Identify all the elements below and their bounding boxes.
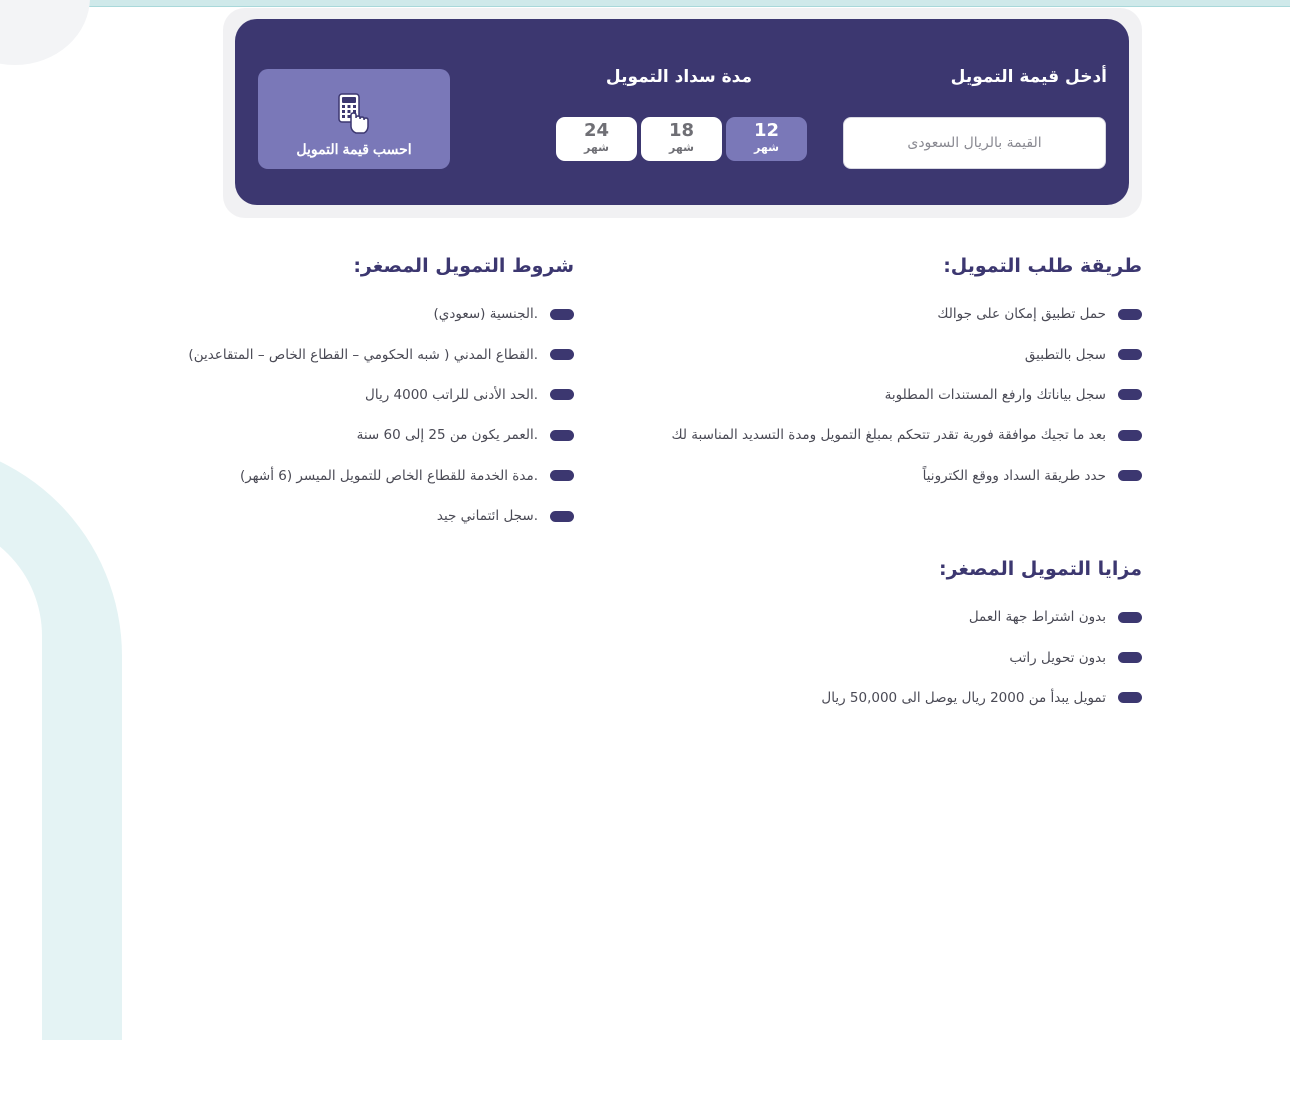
duration-unit: شهر: [669, 141, 694, 154]
features-title: مزايا التمويل المصغر:: [939, 558, 1142, 580]
duration-unit: شهر: [754, 141, 779, 154]
list-item-text: بدون تحويل راتب: [1009, 649, 1106, 666]
duration-option-18[interactable]: [641, 117, 722, 161]
bullet-pill-icon: [550, 511, 574, 522]
duration-option-24[interactable]: [556, 117, 637, 161]
bullet-pill-icon: [1118, 389, 1142, 400]
amount-label: أدخل قيمة التمويل: [950, 67, 1107, 87]
list-item-text: .القطاع المدني ( شبه الحكومي – القطاع الخاص – المتقاعدين): [188, 346, 538, 363]
list-item-text: تمويل يبدأ من 2000 ريال يوصل الى 50,000 ريال: [821, 689, 1106, 706]
terms-list: [188, 294, 574, 536]
list-item: [672, 456, 1143, 496]
bullet-pill-icon: [1118, 692, 1142, 703]
request-method-list: [672, 294, 1143, 496]
terms-title: شروط التمويل المصغر:: [353, 255, 574, 277]
bullet-pill-icon: [1118, 612, 1142, 623]
list-item-text: سجل بياناتك وارفع المستندات المطلوبة: [884, 386, 1106, 403]
request-method-section: [672, 254, 1143, 496]
list-item: [672, 334, 1143, 374]
list-item: [188, 375, 574, 415]
duration-value: 24: [583, 120, 610, 141]
list-item: [188, 496, 574, 536]
bullet-pill-icon: [550, 349, 574, 360]
bullet-pill-icon: [1118, 309, 1142, 320]
request-method-title: طريقة طلب التمويل:: [943, 255, 1142, 277]
list-item-text: .سجل ائتماني جيد: [436, 508, 538, 525]
bullet-pill-icon: [550, 430, 574, 441]
list-item-text: سجل بالتطبيق: [1024, 346, 1106, 363]
bullet-pill-icon: [1118, 349, 1142, 360]
duration-option-12[interactable]: [726, 117, 807, 161]
calculate-button-label: احسب قيمة التمويل: [296, 141, 412, 157]
finance-calculator-wrapper: [223, 8, 1142, 218]
features-list: [821, 597, 1142, 718]
finance-calculator: [235, 19, 1129, 205]
bullet-pill-icon: [1118, 652, 1142, 663]
calculate-finance-button[interactable]: [258, 69, 450, 169]
list-item: [821, 678, 1142, 718]
list-item: [188, 294, 574, 334]
bullet-pill-icon: [550, 470, 574, 481]
decorative-arc: [0, 440, 122, 1040]
list-item: [672, 294, 1143, 334]
list-item-text: بدون اشتراط جهة العمل: [968, 609, 1106, 626]
list-item-text: .الجنسية (سعودي): [433, 306, 538, 323]
list-item-text: حدد طريقة السداد ووقع الكترونياً: [922, 467, 1106, 484]
bullet-pill-icon: [550, 309, 574, 320]
duration-label: مدة سداد التمويل: [605, 67, 752, 87]
list-item-text: .مدة الخدمة للقطاع الخاص للتمويل الميسر (6 أشهر): [239, 467, 538, 484]
list-item: [188, 456, 574, 496]
duration-options: [556, 117, 807, 161]
list-item: [672, 415, 1143, 455]
list-item-text: بعد ما تجيك موافقة فورية تقدر تتحكم بمبلغ التمويل ومدة التسديد المناسبة لك: [671, 427, 1106, 444]
list-item: [821, 597, 1142, 637]
bullet-pill-icon: [1118, 470, 1142, 481]
amount-input[interactable]: [843, 117, 1106, 169]
list-item: [672, 375, 1143, 415]
calculator-hand-icon: [337, 93, 371, 135]
duration-value: 12: [753, 120, 780, 141]
list-item: [821, 637, 1142, 677]
duration-value: 18: [668, 120, 695, 141]
terms-section: [188, 254, 574, 536]
decorative-blob: [0, 0, 90, 65]
list-item: [188, 415, 574, 455]
duration-unit: شهر: [584, 141, 609, 154]
list-item-text: حمل تطبيق إمكان على جوالك: [937, 306, 1106, 323]
top-strip: [0, 0, 1290, 7]
list-item: [188, 334, 574, 374]
list-item-text: .الحد الأدنى للراتب 4000 ريال: [365, 386, 538, 403]
features-section: [821, 557, 1142, 718]
bullet-pill-icon: [1118, 430, 1142, 441]
bullet-pill-icon: [550, 389, 574, 400]
list-item-text: .العمر يكون من 25 إلى 60 سنة: [356, 427, 538, 444]
